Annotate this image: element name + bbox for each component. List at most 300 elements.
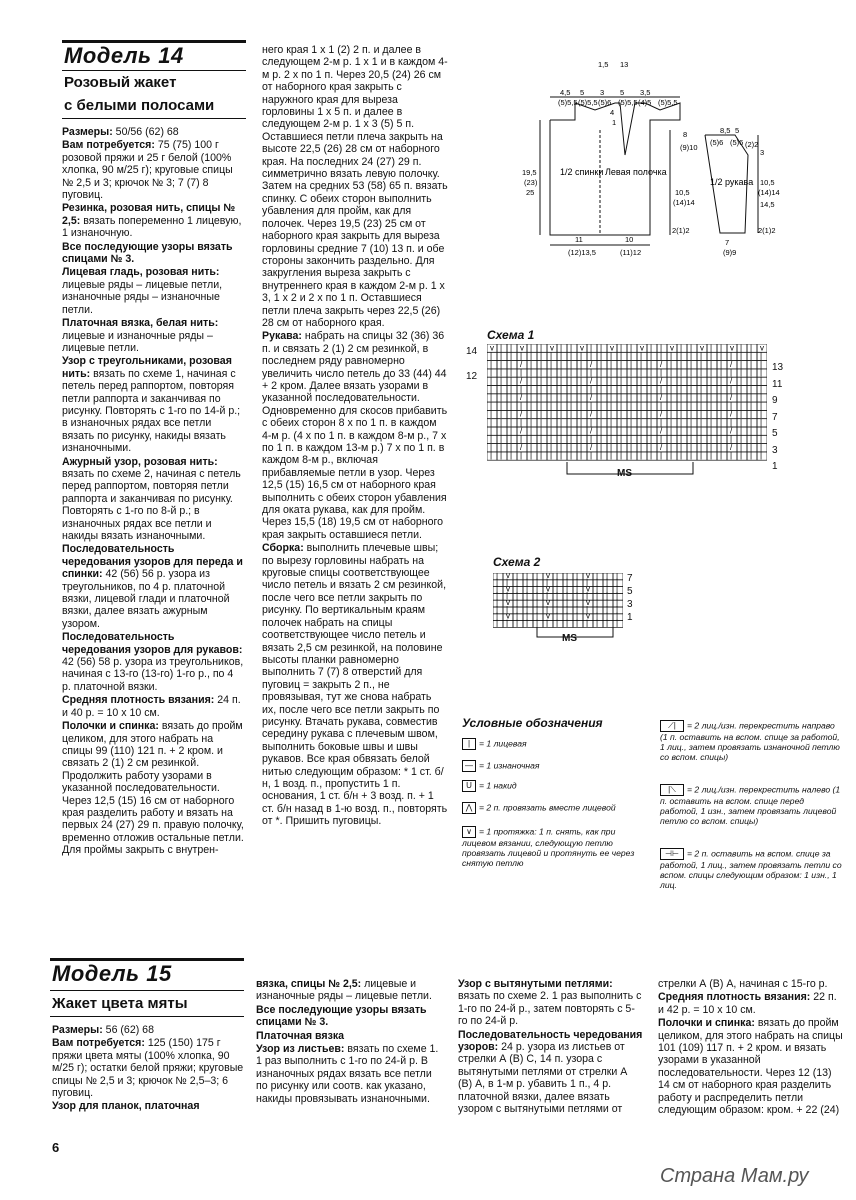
chart-symbol: | <box>620 351 623 361</box>
chart-symbol: | <box>570 368 573 378</box>
chart-symbol: | <box>750 384 753 394</box>
chart-symbol: | <box>566 611 569 621</box>
model14-title: Модель 14 <box>64 43 184 68</box>
chart-symbol: | <box>546 618 549 628</box>
chart-symbol: | <box>490 351 493 361</box>
chart-symbol: | <box>620 384 623 394</box>
chart-symbol: | <box>640 426 643 436</box>
chart-symbol: | <box>596 618 599 628</box>
chart-symbol: | <box>580 359 583 369</box>
chart-symbol: | <box>710 368 713 378</box>
chart-symbol: | <box>690 401 693 411</box>
chart-symbol: | <box>590 384 593 394</box>
chart-symbol: | <box>610 401 613 411</box>
model14-subtitle-1: Розовый жакет <box>64 74 177 91</box>
chart-symbol: | <box>660 451 663 461</box>
model15-column-3 <box>458 978 644 1116</box>
chart-symbol: | <box>720 351 723 361</box>
chart-symbol: | <box>510 359 513 369</box>
chart-symbol: | <box>520 351 523 361</box>
chart-symbol: | <box>700 368 703 378</box>
chart-symbol: | <box>740 434 743 444</box>
chart-symbol: / <box>590 426 593 436</box>
model15-column-1 <box>52 1024 248 1114</box>
chart-symbol: | <box>680 384 683 394</box>
chart-symbol: | <box>600 376 603 386</box>
chart-symbol: | <box>510 351 513 361</box>
schema2-row-number: 1 <box>627 612 633 623</box>
model14-col1-paragraph: Лицевая гладь, розовая нить: лицевые ряды – лицевые петли, изнаночные ряды – изнаночные петли. <box>62 266 223 316</box>
chart-symbol: | <box>526 577 529 587</box>
dimension-label: 2(1)2 <box>672 226 690 235</box>
chart-symbol: | <box>616 573 619 580</box>
model14-col1-paragraph: Средняя плотность вязания: 24 п. и 40 р. = 10 х 10 см. <box>62 694 241 719</box>
chart-symbol: | <box>700 351 703 361</box>
chart-symbol: | <box>720 376 723 386</box>
legend-item <box>660 720 842 762</box>
dimension-label: 3,5 <box>640 88 651 97</box>
chart-symbol: | <box>640 434 643 444</box>
chart-symbol: | <box>560 344 563 353</box>
chart-symbol: v <box>586 584 590 594</box>
chart-symbol: | <box>680 451 683 461</box>
schema1-row-number: 9 <box>772 395 778 406</box>
chart-symbol: | <box>556 611 559 621</box>
chart-symbol: | <box>680 393 683 403</box>
chart-symbol: | <box>610 451 613 461</box>
chart-symbol: | <box>510 384 513 394</box>
chart-symbol: | <box>680 344 683 353</box>
chart-symbol: | <box>630 359 633 369</box>
chart-symbol: | <box>530 409 533 419</box>
chart-symbol: | <box>496 573 499 580</box>
chart-symbol: | <box>710 393 713 403</box>
chart-symbol: | <box>610 384 613 394</box>
dimension-label: 13 <box>620 60 629 69</box>
chart-symbol: | <box>620 376 623 386</box>
chart-symbol: | <box>530 426 533 436</box>
dimension-label: (9)10 <box>680 143 698 152</box>
model14-col1-paragraph: Узор с треугольниками, розовая нить: вязать по схеме 1, начиная с петель перед раппортом, повторяя петли раппорта и заканчивая по рисунку. Повторять с 1-го по 14-й р.; в изнаночных рядах все петли вязать по рисунку, накиды вязать изнаночными. <box>62 355 241 455</box>
chart-symbol: | <box>520 451 523 461</box>
chart-symbol: | <box>640 376 643 386</box>
chart-symbol: | <box>530 451 533 461</box>
chart-symbol: | <box>600 368 603 378</box>
chart-symbol: | <box>650 451 653 461</box>
chart-symbol: | <box>526 584 529 594</box>
chart-symbol: | <box>670 442 673 452</box>
chart-symbol: | <box>740 451 743 461</box>
chart-symbol: | <box>710 359 713 369</box>
chart-symbol: / <box>520 426 523 436</box>
chart-symbol: | <box>740 384 743 394</box>
chart-symbol: | <box>700 359 703 369</box>
dimension-label: (5)5,5 <box>578 98 598 107</box>
chart-symbol: | <box>510 426 513 436</box>
chart-symbol: | <box>490 359 493 369</box>
chart-symbol: | <box>600 401 603 411</box>
dimension-label: (14)14 <box>758 188 780 197</box>
chart-symbol: | <box>560 409 563 419</box>
chart-symbol: | <box>650 442 653 452</box>
schema2-row-number: 3 <box>627 599 633 610</box>
model15-col4-paragraph: стрелки А (В) А, начиная с 15-го р. <box>658 978 828 990</box>
chart-symbol: | <box>510 442 513 452</box>
chart-symbol: | <box>630 368 633 378</box>
chart-symbol: | <box>670 434 673 444</box>
back-label: 1/2 спинки <box>560 167 604 177</box>
chart-symbol: | <box>590 418 593 427</box>
schema2-title: Схема 2 <box>493 555 541 569</box>
legend-title: Условные обозначения <box>462 716 603 730</box>
chart-symbol: | <box>566 584 569 594</box>
chart-symbol: | <box>596 584 599 594</box>
chart-symbol: | <box>566 591 569 601</box>
chart-symbol: | <box>760 401 763 411</box>
chart-symbol: | <box>516 598 519 607</box>
chart-symbol: v <box>586 611 590 621</box>
chart-symbol: | <box>500 351 503 361</box>
schema2-rapport-bracket <box>535 627 615 643</box>
legend-text: = 2 лиц./изн. перекрестить направо (1 п. оставить на вспом. спице за работой, 1 лиц., затем провязать изнаночной петлю со вспом. спицы) <box>660 720 840 762</box>
chart-symbol: | <box>500 384 503 394</box>
chart-symbol: / <box>520 409 523 419</box>
chart-symbol: | <box>690 368 693 378</box>
chart-symbol: | <box>610 434 613 444</box>
chart-symbol: | <box>500 409 503 419</box>
chart-symbol: v <box>490 344 494 353</box>
legend-symbol-icon: — <box>462 760 476 772</box>
dimension-label: 3 <box>600 88 605 97</box>
chart-symbol: | <box>660 384 663 394</box>
chart-symbol: | <box>536 598 539 607</box>
chart-symbol: | <box>680 418 683 427</box>
dimension-label: (5)5,5 <box>558 98 578 107</box>
chart-symbol: | <box>620 359 623 369</box>
chart-symbol: | <box>536 584 539 594</box>
chart-symbol: | <box>700 442 703 452</box>
chart-symbol: | <box>700 434 703 444</box>
chart-symbol: | <box>540 442 543 452</box>
chart-symbol: / <box>660 442 663 452</box>
chart-symbol: | <box>620 442 623 452</box>
chart-symbol: | <box>750 418 753 427</box>
chart-symbol: | <box>690 376 693 386</box>
legend-symbol-icon: ⊣⊢ <box>660 848 684 860</box>
chart-symbol: | <box>500 359 503 369</box>
chart-symbol: | <box>650 384 653 394</box>
chart-symbol: | <box>690 442 693 452</box>
chart-symbol: | <box>600 384 603 394</box>
chart-symbol: | <box>596 591 599 601</box>
chart-symbol: | <box>710 409 713 419</box>
chart-symbol: | <box>500 418 503 427</box>
chart-symbol: | <box>550 442 553 452</box>
chart-symbol: | <box>730 368 733 378</box>
chart-symbol: | <box>740 393 743 403</box>
chart-symbol: / <box>730 442 733 452</box>
chart-symbol: | <box>670 409 673 419</box>
model14-col1-paragraph: Платочная вязка, белая нить: лицевые и изнаночные ряды – лицевые петли. <box>62 317 219 354</box>
dimension-label: 10 <box>625 235 634 244</box>
schema1-row-number: 5 <box>772 428 778 439</box>
chart-symbol: | <box>586 604 589 614</box>
chart-symbol: | <box>740 368 743 378</box>
chart-symbol: | <box>560 359 563 369</box>
chart-symbol: | <box>610 376 613 386</box>
model15-col2-paragraph: Узор из листьев: вязать по схеме 1. 1 раз выполнить с 1-го по 24-й р. В изнаночных рядах вязать все петли по рисунку или соотв. как указано, накиды провязывать изнаночными. <box>256 1043 439 1105</box>
chart-symbol: | <box>570 376 573 386</box>
chart-symbol: | <box>606 591 609 601</box>
chart-symbol: | <box>576 584 579 594</box>
chart-symbol: | <box>720 409 723 419</box>
chart-symbol: | <box>690 409 693 419</box>
chart-symbol: | <box>620 401 623 411</box>
chart-symbol: | <box>610 393 613 403</box>
chart-symbol: | <box>720 344 723 353</box>
chart-symbol: | <box>580 442 583 452</box>
chart-symbol: | <box>650 359 653 369</box>
chart-symbol: v <box>586 598 590 607</box>
chart-symbol: | <box>670 451 673 461</box>
chart-symbol: | <box>570 401 573 411</box>
dimension-label: (9)9 <box>723 248 737 257</box>
chart-symbol: | <box>630 451 633 461</box>
chart-symbol: | <box>560 393 563 403</box>
chart-symbol: | <box>630 409 633 419</box>
chart-symbol: | <box>576 573 579 580</box>
dimension-label: 5 <box>735 126 740 135</box>
legend-text: = 1 накид <box>479 780 517 791</box>
legend-item <box>462 738 642 750</box>
chart-symbol: | <box>540 351 543 361</box>
chart-symbol: | <box>670 393 673 403</box>
chart-symbol: | <box>600 418 603 427</box>
chart-symbol: | <box>616 618 619 628</box>
chart-symbol: | <box>720 359 723 369</box>
chart-symbol: | <box>536 577 539 587</box>
dimension-label: 1,5 <box>598 60 609 69</box>
chart-symbol: | <box>566 573 569 580</box>
chart-symbol: v <box>520 344 524 353</box>
chart-symbol: | <box>606 598 609 607</box>
chart-symbol: | <box>710 442 713 452</box>
chart-symbol: | <box>536 591 539 601</box>
chart-symbol: | <box>660 368 663 378</box>
model15-rule <box>50 990 244 991</box>
chart-symbol: | <box>720 451 723 461</box>
chart-symbol: v <box>546 598 550 607</box>
model15-col1-paragraph: Вам потребуется: 125 (150) 175 г пряжи цвета мяты (100% хлопка, 90 м/25 г); остатки белой пряжи; круговые спицы № 2,5 и 3; крючок № 2,5–3; 6 пуговиц. <box>52 1037 244 1100</box>
chart-symbol: | <box>610 426 613 436</box>
chart-symbol: | <box>660 418 663 427</box>
chart-symbol: | <box>536 573 539 580</box>
chart-symbol: | <box>490 409 493 419</box>
model15-column-2 <box>256 978 442 1106</box>
chart-symbol: | <box>690 451 693 461</box>
legend-symbol-icon: ⋀ <box>462 802 476 814</box>
dimension-label: (5)6 <box>598 98 612 107</box>
chart-symbol: | <box>740 426 743 436</box>
chart-symbol: | <box>740 418 743 427</box>
chart-symbol: | <box>690 393 693 403</box>
chart-symbol: | <box>710 434 713 444</box>
chart-symbol: | <box>530 393 533 403</box>
chart-symbol: v <box>700 344 704 353</box>
chart-symbol: | <box>580 409 583 419</box>
schema2-row-number: 5 <box>627 586 633 597</box>
dimension-label: 5 <box>620 88 625 97</box>
chart-symbol: | <box>560 368 563 378</box>
chart-symbol: | <box>570 359 573 369</box>
chart-symbol: | <box>630 351 633 361</box>
chart-symbol: | <box>510 418 513 427</box>
schema1-grid <box>487 344 767 464</box>
chart-symbol: | <box>580 401 583 411</box>
dimension-label: 10,5 <box>675 188 690 197</box>
chart-symbol: v <box>586 573 590 580</box>
chart-symbol: v <box>730 344 734 353</box>
chart-symbol: | <box>550 393 553 403</box>
chart-symbol: | <box>760 359 763 369</box>
chart-symbol: | <box>526 598 529 607</box>
dimension-label: (23) <box>524 178 538 187</box>
chart-symbol: v <box>506 584 510 594</box>
dimension-label: (5)5,5 <box>658 98 678 107</box>
chart-symbol: / <box>520 442 523 452</box>
chart-symbol: | <box>620 451 623 461</box>
chart-symbol: | <box>750 409 753 419</box>
dimension-label: 25 <box>526 188 535 197</box>
chart-symbol: | <box>536 604 539 614</box>
chart-symbol: | <box>546 604 549 614</box>
model14-col1-paragraph: Ажурный узор, розовая нить: вязать по схеме 2, начиная с петель перед раппортом, повторяя петли раппорта и заканчивая по рисунку. Повторять с 1-го по 8-й р.; в изнаночных рядах все петли и накиды вязать изнаночными. <box>62 455 241 542</box>
chart-symbol: | <box>536 611 539 621</box>
chart-symbol: | <box>650 434 653 444</box>
legend-item <box>462 826 642 868</box>
chart-symbol: | <box>670 351 673 361</box>
chart-symbol: | <box>576 618 579 628</box>
legend-text: = 1 протяжка: 1 п. снять, как при лицевом вязании, следующую петлю провязать лицевой и протянуть ее через снятую петлю <box>462 826 635 868</box>
chart-symbol: | <box>630 344 633 353</box>
chart-symbol: | <box>750 393 753 403</box>
legend-item <box>462 802 642 814</box>
chart-symbol: / <box>660 359 663 369</box>
chart-symbol: v <box>580 344 584 353</box>
schema1-row-number: 7 <box>772 411 778 423</box>
chart-symbol: | <box>596 611 599 621</box>
chart-symbol: | <box>526 604 529 614</box>
chart-symbol: v <box>610 344 614 353</box>
chart-symbol: v <box>506 611 510 621</box>
dimension-label: (11)12 <box>620 248 642 257</box>
dimension-label: 19,5 <box>522 168 537 177</box>
chart-symbol: | <box>710 401 713 411</box>
chart-symbol: | <box>496 618 499 628</box>
chart-symbol: | <box>580 418 583 427</box>
chart-symbol: | <box>670 384 673 394</box>
chart-symbol: | <box>506 618 509 628</box>
chart-symbol: | <box>640 442 643 452</box>
model14-col2-paragraph: Сборка: выполнить плечевые швы; по вырезу горловины набрать на круговые спицы соответствующее число петель и вязать 2 см резинкой, после чего все петли закрыть по рисунку. По вертикальным краям полочек набрать на спицы соответствующее число петель и вязать 2,5 см резинкой, на половине высоты планки равномерно выполнить 7 (7) 8 отверстий для пуговиц = закрыть 2 п., не провязывая, тут же снова набрать их, после чего все петли закрыть по рисунку. Втачать рукава, совместив середину рукава с плечевым швом, выполнить боковые швы и швы рукавов. Все края обвязать белой нитью следующим образом: * 1 ст. б/н, 1 возд. п., пропустить 1 п. основания, 1 ст. б/н + 3 возд. п. + 1 ст. б/н назад в 1-ю возд. п., повторять от *. Пришить пуговицы. <box>262 542 448 828</box>
chart-symbol: | <box>580 434 583 444</box>
chart-symbol: | <box>526 591 529 601</box>
chart-symbol: | <box>610 368 613 378</box>
dimension-label: 8 <box>683 130 688 139</box>
chart-symbol: | <box>556 573 559 580</box>
pattern-diagram <box>520 55 780 270</box>
dimension-label: 1 <box>612 118 617 127</box>
chart-symbol: | <box>510 434 513 444</box>
chart-symbol: | <box>490 401 493 411</box>
chart-symbol: | <box>720 434 723 444</box>
chart-symbol: | <box>730 384 733 394</box>
chart-symbol: | <box>596 577 599 587</box>
chart-symbol: | <box>750 442 753 452</box>
chart-symbol: | <box>606 618 609 628</box>
chart-symbol: | <box>700 376 703 386</box>
chart-symbol: | <box>550 426 553 436</box>
legend-symbol-icon: U <box>462 780 476 792</box>
chart-symbol: | <box>580 384 583 394</box>
chart-symbol: | <box>540 384 543 394</box>
model14-col2-paragraph: него края 1 х 1 (2) 2 п. и далее в следующем 2-м р. 1 х 1 и в каждом 4-м р. 2 х по 1 п. Через 20,5 (24) 26 см от наборного края закрыть с наружного края для выреза горловины 1 х 5 п. и далее в следующем 2-м р. 1 х 3 (5) 5 п. Оставшиеся петли плеча закрыть на высоте 22,5 (26) 28 см от наборного края. На последних 24 (27) 29 п. симметрично вязать левую полочку. Затем на средних 53 (58) 65 п. вязать спинку. С обеих сторон выполнить убавления для пройм, как для полочек. Через 19,5 (23) 25 см от наборного края закрыть для выреза горловины средние 7 (10) 13 п. и обе стороны закончить раздельно. Для закругления выреза закрыть с внутреннего края в каждом 2-м р. 1 х 3, 1 х 2 и 2 х по 1 п. Оставшиеся петли плеча закрыть через 22,5 (26) 28 см от наборного края. <box>262 44 448 329</box>
dimension-label: 10,5 <box>760 178 775 187</box>
chart-symbol: | <box>680 368 683 378</box>
chart-symbol: | <box>556 591 559 601</box>
chart-symbol: | <box>610 359 613 369</box>
chart-symbol: / <box>590 393 593 403</box>
chart-symbol: | <box>556 577 559 587</box>
chart-symbol: | <box>520 368 523 378</box>
chart-symbol: | <box>506 604 509 614</box>
chart-symbol: | <box>730 401 733 411</box>
chart-symbol: | <box>496 598 499 607</box>
page-number: 6 <box>52 1140 60 1155</box>
schema1-row-number: 11 <box>772 378 783 390</box>
chart-symbol: | <box>516 618 519 628</box>
chart-symbol: | <box>750 426 753 436</box>
chart-symbol: | <box>680 376 683 386</box>
chart-symbol: | <box>630 442 633 452</box>
chart-symbol: v <box>506 573 510 580</box>
model15-col4-paragraph: Полочки и спинка: вязать до пройм целиком, для этого набрать на спицы 101 (109) 117 п. + 2 кром. и вязать узорами в указанной последовательности. Через 12 (13) 14 см от наборного края разделить работу и распределить петли следующим образом: кром. + 22 (24) <box>658 1017 843 1117</box>
chart-symbol: | <box>640 418 643 427</box>
chart-symbol: / <box>660 409 663 419</box>
chart-symbol: | <box>640 401 643 411</box>
schema2-row-number: 7 <box>627 573 633 584</box>
chart-symbol: | <box>700 426 703 436</box>
chart-symbol: | <box>630 426 633 436</box>
chart-symbol: | <box>570 418 573 427</box>
chart-symbol: / <box>660 426 663 436</box>
chart-symbol: v <box>670 344 674 353</box>
chart-symbol: | <box>606 604 609 614</box>
model15-col2-paragraph: Все последующие узоры вязать спицами № 3. <box>256 1003 427 1029</box>
model14-column-1 <box>62 126 244 858</box>
chart-symbol: | <box>516 573 519 580</box>
chart-symbol: v <box>640 344 644 353</box>
schema1-left-12: 12 <box>466 371 478 382</box>
chart-symbol: / <box>730 409 733 419</box>
schema1-rapport: MS <box>617 468 632 479</box>
chart-symbol: | <box>530 376 533 386</box>
chart-symbol: | <box>680 359 683 369</box>
chart-symbol: / <box>590 442 593 452</box>
chart-symbol: v <box>546 584 550 594</box>
model15-col3-paragraph: Узор с вытянутыми петлями: вязать по схеме 2. 1 раз выполнить с 1-го по 24-й р., затем повторять с 5-го по 24-й р. <box>458 978 642 1028</box>
chart-symbol: | <box>690 359 693 369</box>
